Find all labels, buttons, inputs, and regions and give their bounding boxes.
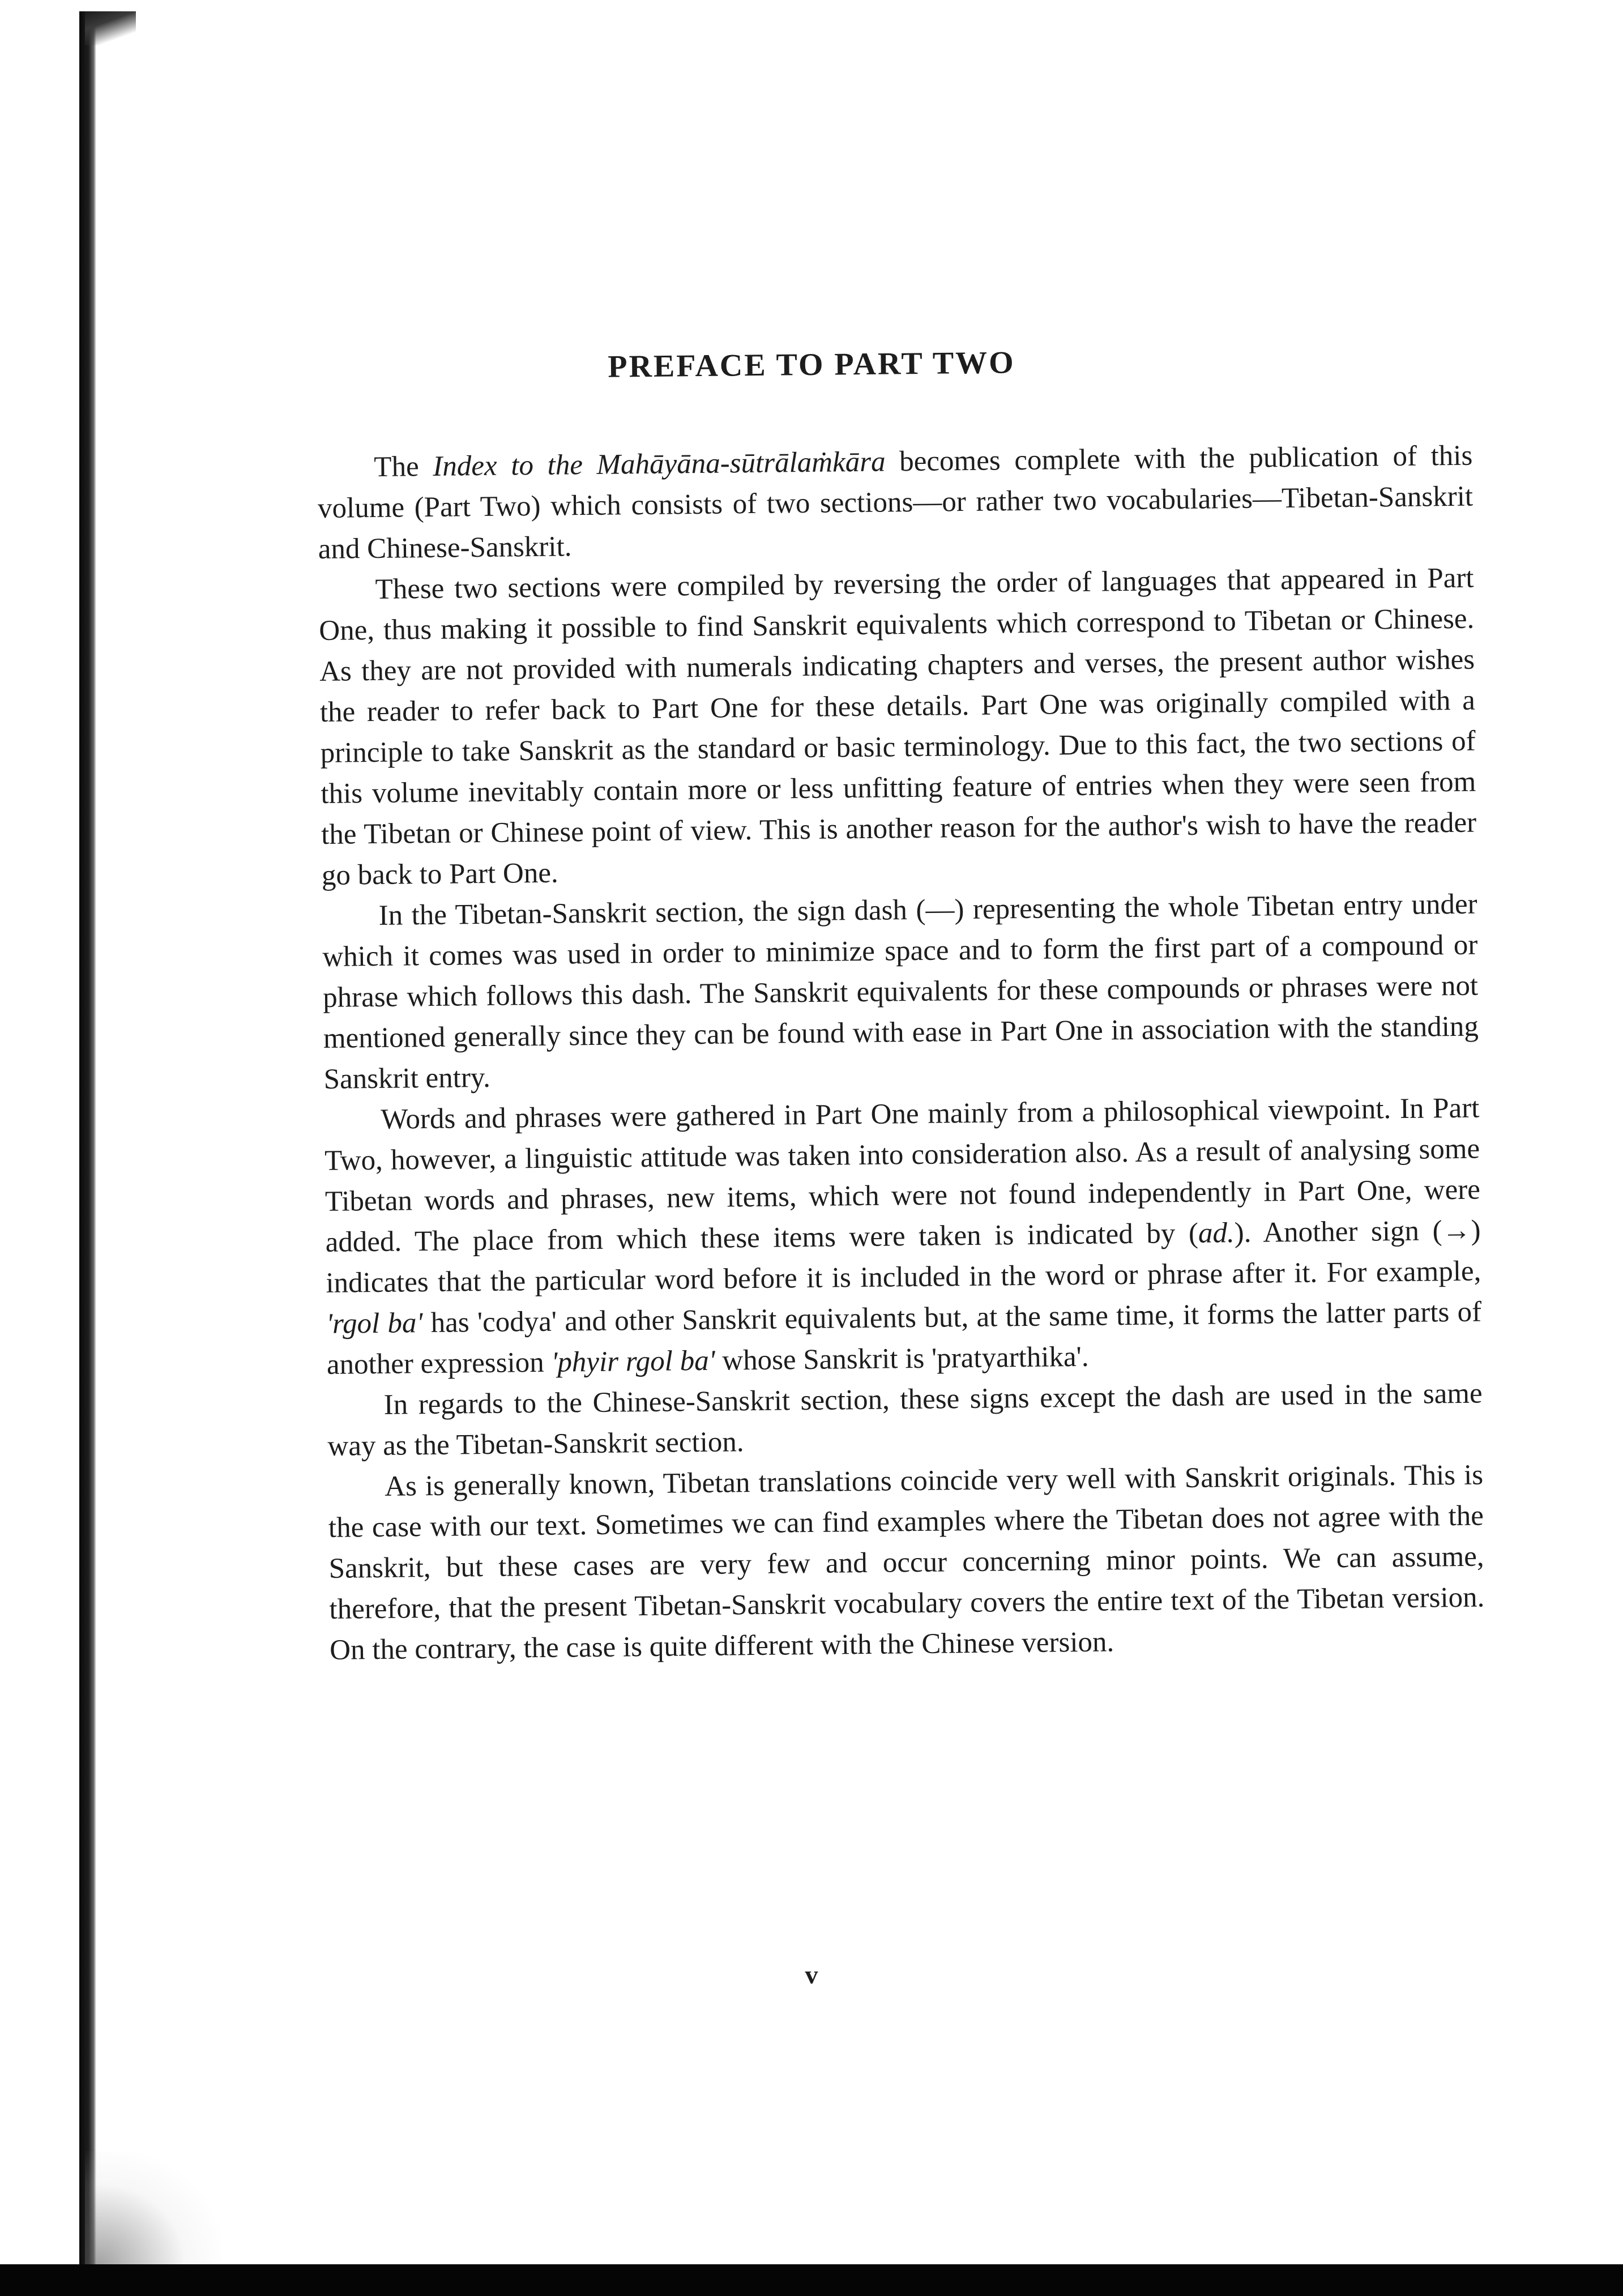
paragraph-5: In regards to the Chinese-Sanskrit section, these signs except the dash are used in the same way as the Tibetan-Sanskrit section. [327, 1377, 1483, 1462]
scan-bottom-edge [0, 2264, 1623, 2296]
paragraph-3: In the Tibetan-Sanskrit section, the sign dash (—) representing the whole Tibetan entry under which it comes was used in order to minimize space and to form the first part of a compound or phrase which follows this dash. The Sanskrit equivalents for these compounds or phrases were not mentioned generally since they can be found with ease in Part One in association with the standing Sanskrit entry. [322, 888, 1479, 1095]
example-term-1: 'rgol ba' [326, 1307, 423, 1340]
book-title-italic: Index to the Mahāyāna-sūtrālaṁkāra [433, 446, 886, 483]
paragraph-4-part1: Words and phrases were gathered in Part One mainly from a philosophical viewpoint. In Part Two, however, a linguistic attitude was taken into consideration also. As a result of analysing some Tibetan words and phrases, new items, which were not found independently in Part One, were added. The place from which these items were taken is indicated by ( [324, 1092, 1481, 1258]
paragraph-4-part3: has 'codya' and other Sanskrit equivalents but, at the same time, it forms the latter parts of another expression [326, 1296, 1482, 1381]
ad-sign: ad. [1198, 1217, 1235, 1249]
binding-shadow [79, 11, 96, 2271]
paragraph-6: As is generally known, Tibetan translations coincide very well with Sanskrit originals. This is the case with our text. Sometimes we can find examples where the Tibetan does not agree with the Sanskrit, but these cases are very few and occur concerning minor points. We can assume, therefore, that the present Tibetan-Sanskrit vocabulary covers the entire text of the Tibetan version. On the contrary, the case is quite different with the Chinese version. [328, 1459, 1485, 1666]
paragraph-4-part2: ). Another sign (→) indicates that the particular word before it is included in the word or phrase after it. For example, [326, 1214, 1481, 1299]
paragraph-4 [324, 1088, 1482, 1385]
page-title: PREFACE TO PART TWO [608, 345, 1015, 385]
paragraph-4-part4: whose Sanskrit is 'pratyarthika'. [715, 1341, 1089, 1377]
scan-corner-artifact [85, 11, 136, 45]
page-number: v [805, 1960, 818, 1989]
paragraph-1-rest: becomes complete with the publication of this volume (Part Two) which consists of two sections—or rather two vocabularies—Tibetan-Sanskrit and Chinese-Sanskrit. [317, 439, 1473, 565]
paragraph-1-lead: The [374, 450, 433, 483]
paragraph-2: These two sections were compiled by reversing the order of languages that appeared in Part One, thus making it possible to find Sanskrit equivalents which correspond to Tibetan or Chinese. As they are not provided with numerals indicating chapters and verses, the present author wishes the reader to refer back to Part One for these details. Part One was originally compiled with a principle to take Sanskrit as the standard or basic terminology. Due to this fact, the two sections of this volume inevitably contain more or less unfitting feature of entries when they were seen from the Tibetan or Chinese point of view. This is another reason for the author's wish to have the reader go back to Part One. [319, 562, 1477, 891]
example-term-2: 'phyir rgol ba' [551, 1345, 715, 1379]
paragraph-1 [317, 436, 1473, 570]
scan-smudge [85, 2151, 221, 2264]
preface-body [317, 436, 1485, 1671]
